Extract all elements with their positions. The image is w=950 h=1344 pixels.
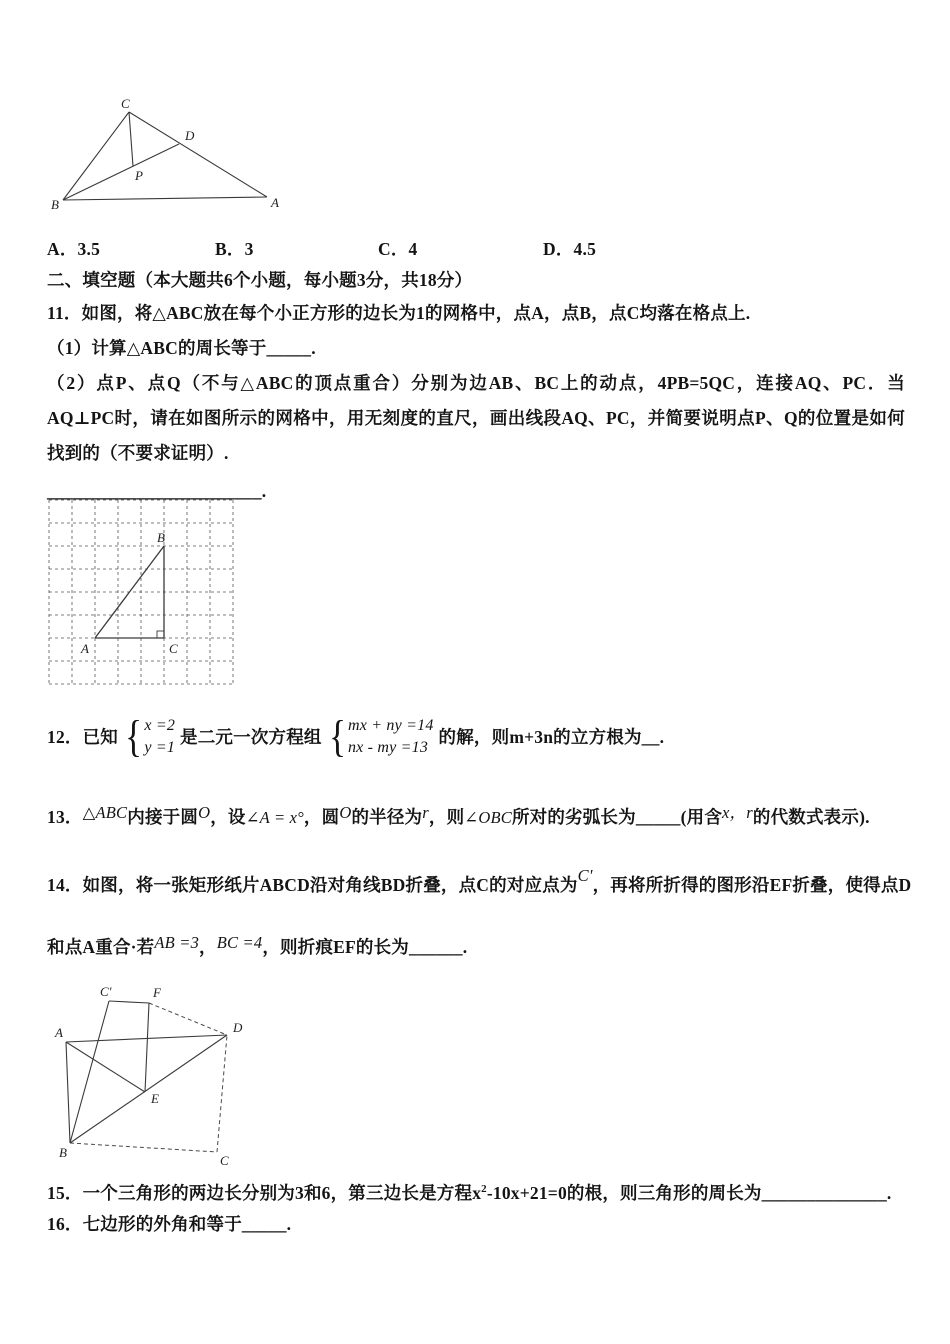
choice-c: C．4 [378,239,418,259]
q11-line1: 11．如图，将△ABC放在每个小正方形的边长为1的网格中，点A，点B，点C均落在格点上. [47,303,751,323]
q14-line2 [47,930,917,965]
q11-part2: （2）点P、点Q（不与△ABC的顶点重合）分别为边AB、BC上的动点，4PB=5QC，连接AQ、PC．当AQ⊥PC时，请在如图所示的网格中，用无刻度的直尺，画出线段AQ、PC，并简要说明点P、Q的位置是如何找到的（不要求证明）. [47,373,905,463]
q13-math-o1: O [198,803,211,822]
q14-text3: 和点A重合·若 [47,937,155,957]
left-brace: { [328,712,346,761]
grid-point-label-c: C [169,641,178,656]
q11-answer-blank: ________________________. [47,481,267,501]
point-label-d: D [233,1020,243,1035]
grid-lines [49,500,233,684]
point-label-b: B [59,1145,67,1160]
question-12 [47,708,664,766]
q11-part1: （1）计算△ABC的周长等于_____. [47,338,316,358]
section-header: 二、填空题（本大题共6个小题，每小题3分，共18分） [47,270,473,290]
q13-math-obc: ∠OBC [464,808,512,827]
q14-text2: ，再将所折得的图形沿EF折叠，使得点D [592,875,912,895]
choice-a: A．3.5 [47,239,101,259]
q14-text4: ，则折痕EF的长为______. [262,937,468,957]
rectangle-fold-figure [52,985,287,1170]
q13-text4: 的半径为 [351,807,423,827]
question-15 [47,1172,917,1211]
point-label-c: C [121,96,130,111]
q12-sys2-eq1: mx + ny =14 [347,717,434,735]
q10-triangle-figure [47,96,287,226]
q13-text7: 的代数式表示). [752,807,870,827]
q13-math-r1: r [422,803,429,822]
q13-math-x: x， [722,803,747,822]
grid-point-label-b: B [157,530,165,545]
point-label-a: A [271,195,279,210]
q12-system-2 [327,712,434,761]
q13-text1: 内接于圆 [127,807,199,827]
question-16: 16．七边形的外角和等于_____. [47,1214,292,1234]
question-13 [47,800,917,835]
grid-triangle-figure [47,498,237,688]
q15-text2: -10x+21=0的根，则三角形的周长为______________. [486,1182,892,1203]
right-angle-mark [157,631,164,638]
point-label-a: A [55,1025,63,1040]
q15-exponent: 2 [481,1183,487,1195]
q14-comma: ， [199,937,217,957]
grid-point-label-a: A [81,641,89,656]
q14-line1 [47,868,917,903]
q13-math-abc: △ABC [82,803,128,822]
point-label-c-prime: C' [100,985,112,999]
q13-math-r2: r [746,803,753,822]
q11-grid-figure [47,498,237,693]
q13-math-o2: O [339,803,352,822]
q13-text5: ，则 [428,807,465,827]
q12-prefix: 12．已知 [47,726,118,747]
point-label-c: C [220,1153,229,1168]
q12-sys1-eq1: x =2 [144,717,176,735]
point-label-d: D [185,128,195,143]
q14-math-ab: AB =3 [154,933,200,952]
q13-number: 13． [47,807,83,827]
q14-fold-figure [52,985,287,1175]
q14-math-cprime: C' [577,866,593,885]
q12-sys2-eq2: nx - my =13 [347,739,429,756]
choice-d: D．4.5 [543,239,597,259]
q13-text2: ，设 [210,807,246,827]
triangle-bcda-figure [47,96,287,221]
q12-system-1 [123,712,176,761]
q12-middle: 是二元一次方程组 [180,726,322,747]
point-label-b: B [51,197,59,212]
q14-text1: 14．如图，将一张矩形纸片ABCD沿对角线BD折叠，点C的对应点为 [47,875,578,895]
q14-math-bc: BC =4 [216,933,263,952]
q13-math-angle-a: ∠A = x° [245,808,304,827]
point-label-p: P [135,168,143,183]
left-brace: { [125,712,143,761]
q12-sys1-eq2: y =1 [144,739,176,756]
answer-choices [0,232,950,262]
q13-text6: 所对的劣弧长为_____(用含 [511,807,723,827]
q12-suffix: 的解，则m+3n的立方根为__. [438,726,665,747]
q15-text1: 15．一个三角形的两边长分别为3和6，第三边长是方程x [47,1182,482,1203]
point-label-f: F [153,985,161,1000]
point-label-e: E [151,1091,159,1106]
q13-text3: ，圆 [303,807,340,827]
choice-b: B．3 [215,239,254,259]
